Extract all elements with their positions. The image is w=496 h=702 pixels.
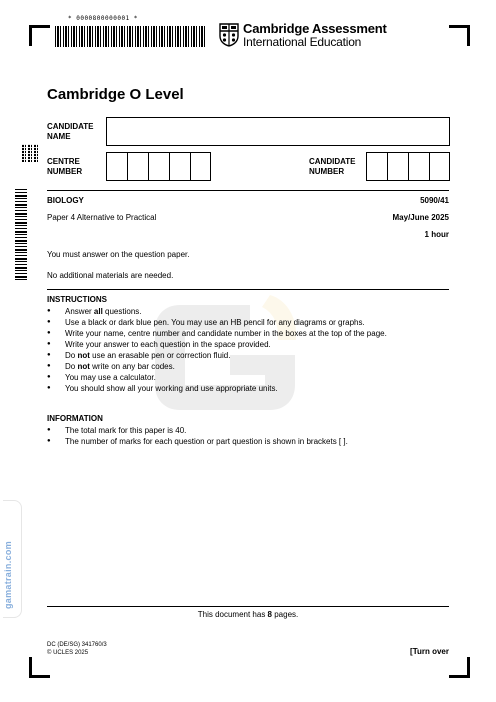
copyright: © UCLES 2025	[47, 650, 89, 656]
org-name-line1: Cambridge Assessment	[243, 21, 387, 36]
divider	[47, 289, 449, 290]
top-barcode	[55, 26, 205, 47]
list-item: ● Write your name, centre number and candidate number in the boxes at the top of the page.	[47, 328, 447, 339]
information-list	[47, 425, 447, 447]
list-item: ● You may use a calculator.	[47, 372, 447, 383]
instructions-list	[47, 306, 447, 394]
subject-name: BIOLOGY	[47, 196, 84, 205]
candidate-digit-box[interactable]	[388, 153, 409, 180]
centre-number-boxes[interactable]	[106, 152, 211, 181]
divider	[47, 606, 449, 607]
list-item: ● Do not write on any bar codes.	[47, 361, 447, 372]
materials-note: No additional materials are needed.	[47, 271, 174, 280]
list-item: ● The number of marks for each question or part question is shown in brackets [ ].	[47, 436, 447, 447]
crop-mark-top-left	[29, 25, 50, 46]
qr-code	[22, 144, 40, 162]
org-name-line2: International Education	[243, 35, 362, 49]
paper-name: Paper 4 Alternative to Practical	[47, 213, 157, 222]
centre-digit-box[interactable]	[128, 153, 149, 180]
answer-note: You must answer on the question paper.	[47, 250, 190, 259]
page-count: This document has 8 pages.	[197, 610, 299, 619]
centre-digit-box[interactable]	[170, 153, 191, 180]
turn-over: [Turn over	[410, 647, 449, 656]
document-title: Cambridge O Level	[47, 86, 184, 103]
centre-digit-box[interactable]	[149, 153, 170, 180]
exam-duration: 1 hour	[424, 230, 449, 239]
exam-session: May/June 2025	[392, 213, 449, 222]
list-item: ● You should show all your working and use appropriate units.	[47, 383, 447, 394]
centre-digit-box[interactable]	[107, 153, 128, 180]
side-barcode	[15, 188, 27, 280]
side-watermark-text: gamatrain.com	[3, 541, 13, 609]
barcode-number: * 0000800000001 *	[68, 15, 138, 22]
candidate-digit-box[interactable]	[367, 153, 388, 180]
list-item: ● Answer all questions.	[47, 306, 447, 317]
instructions-heading: INSTRUCTIONS	[47, 295, 107, 304]
crop-mark-bottom-left	[29, 657, 50, 678]
list-item: ● Write your answer to each question in the space provided.	[47, 339, 447, 350]
information-heading: INFORMATION	[47, 414, 103, 423]
candidate-number-label: CANDIDATE NUMBER	[309, 157, 356, 176]
list-item: ● Use a black or dark blue pen. You may use an HB pencil for any diagrams or graphs.	[47, 317, 447, 328]
divider	[47, 190, 449, 191]
list-item: ● The total mark for this paper is 40.	[47, 425, 447, 436]
side-watermark	[3, 500, 22, 618]
cambridge-shield-icon	[219, 23, 239, 47]
subject-code: 5090/41	[420, 196, 449, 205]
candidate-name-label: CANDIDATE NAME	[47, 122, 94, 141]
candidate-digit-box[interactable]	[409, 153, 430, 180]
list-item: ● Do not use an erasable pen or correction fluid.	[47, 350, 447, 361]
crop-mark-top-right	[449, 25, 470, 46]
centre-number-label: CENTRE NUMBER	[47, 157, 83, 176]
candidate-number-boxes[interactable]	[366, 152, 450, 181]
document-reference: DC (DE/SG) 341760/3	[47, 642, 107, 648]
candidate-name-box[interactable]	[106, 117, 450, 146]
crop-mark-bottom-right	[449, 657, 470, 678]
